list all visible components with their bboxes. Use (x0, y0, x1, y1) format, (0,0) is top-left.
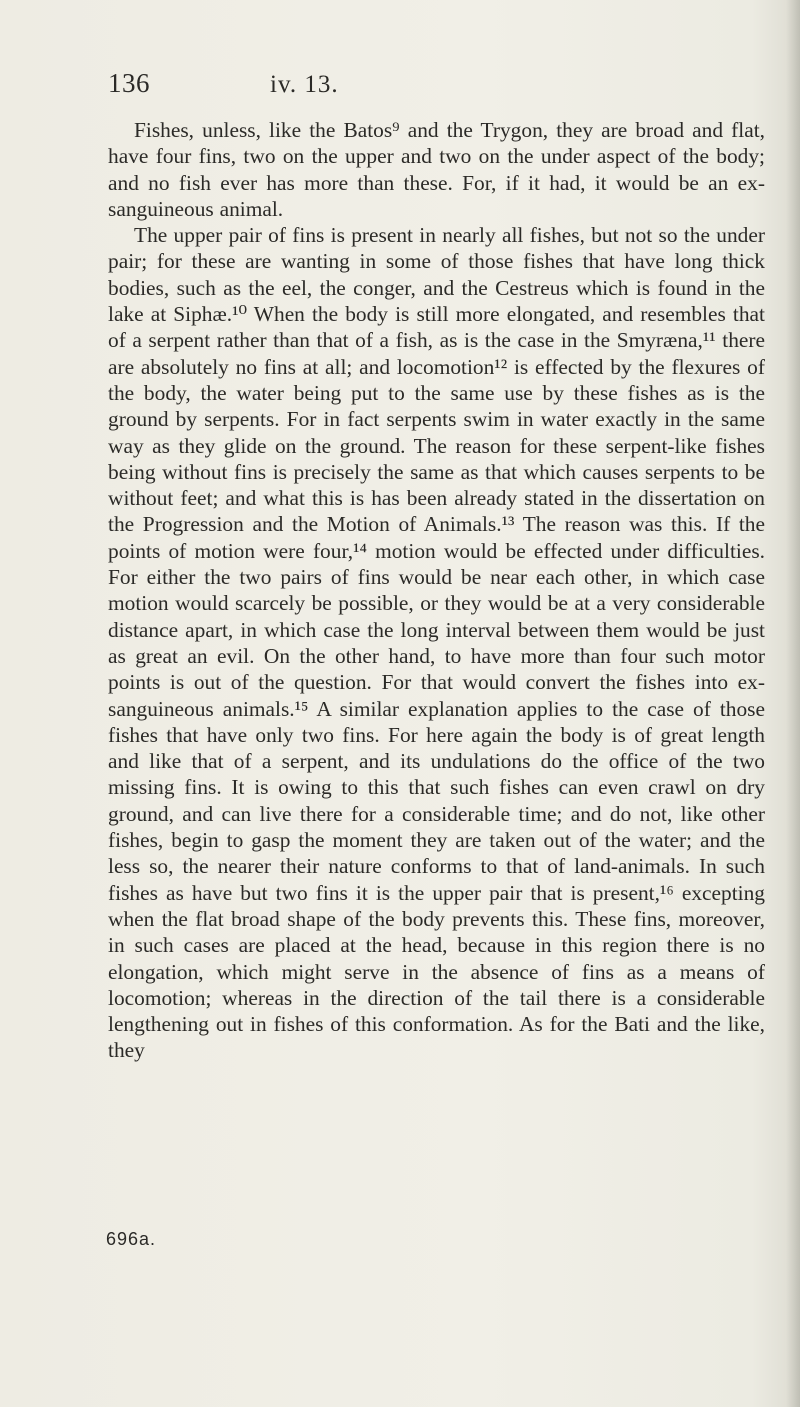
page-number: 136 (108, 68, 150, 98)
paragraph-1: Fishes, unless, like the Batos⁹ and the Trygon, they are broad and flat, have four fins, two on the upper and two on the under aspect of the body; and no fish ever has more than these. For, if it had, it would be an ex-sanguineous animal. (108, 118, 765, 221)
page-edge-shadow (786, 0, 800, 1407)
running-head: iv. 13. (270, 71, 339, 98)
printer-signature-mark: 696a. (106, 1229, 157, 1249)
paragraph-2: The upper pair of fins is present in nearly all fishes, but not so the under pair; for these are wanting in some of those fishes that have long thick bodies, such as the eel, the conger, and the Cestreus which is found in the lake at Siphæ.¹⁰ When the body is still more elongated, and resembles that of a serpent rather than that of a fish, as is the case in the Smyræna,¹¹ there are absolutely no fins at all; and locomotion¹² is effected by the flexures of the body, the water being put to the same use by these fishes as is the ground by serpents. For in fact serpents swim in water exactly in the same way as they glide on the ground. The reason for these serpent-like fishes being without fins is precisely the same as that which causes serpents to be without feet; and what this is has been already stated in the dissertation on the Progression and the Motion of Animals.¹³ The reason was this. If the points of motion were four,¹⁴ motion would be effected under difficulties. For either the two pairs of fins would be near each other, in which case motion would scarcely be possible, or they would be at a very considerable distance apart, in which case the long interval between them would be just as great an evil. On the other hand, to have more than four such motor points is out of the question. For that would convert the fishes into ex-sanguineous animals.¹⁵ A similar explanation applies to the case of those fishes that have only two fins. For here again the body is of great length and like that of a serpent, and its undulations do the office of the two missing fins. It is owing to this that such fishes can even crawl on dry ground, and can live there for a considerable time; and do not, like other fishes, begin to gasp the moment they are taken out of the water; and the less so, the nearer their nature conforms to that of land-animals. In such fishes as have but two fins it is the upper pair that is present,¹⁶ excepting when the flat broad shape of the body prevents this. These fins, moreover, in such cases are placed at the head, because in this region there is no elongation, which might serve in the absence of fins as a means of locomotion; whereas in the direction of the tail there is a considerable lengthening out in fishes of this conformation. As for the Bati and the like, they (108, 223, 765, 1063)
body-text (108, 117, 765, 1064)
page-header (108, 68, 728, 108)
